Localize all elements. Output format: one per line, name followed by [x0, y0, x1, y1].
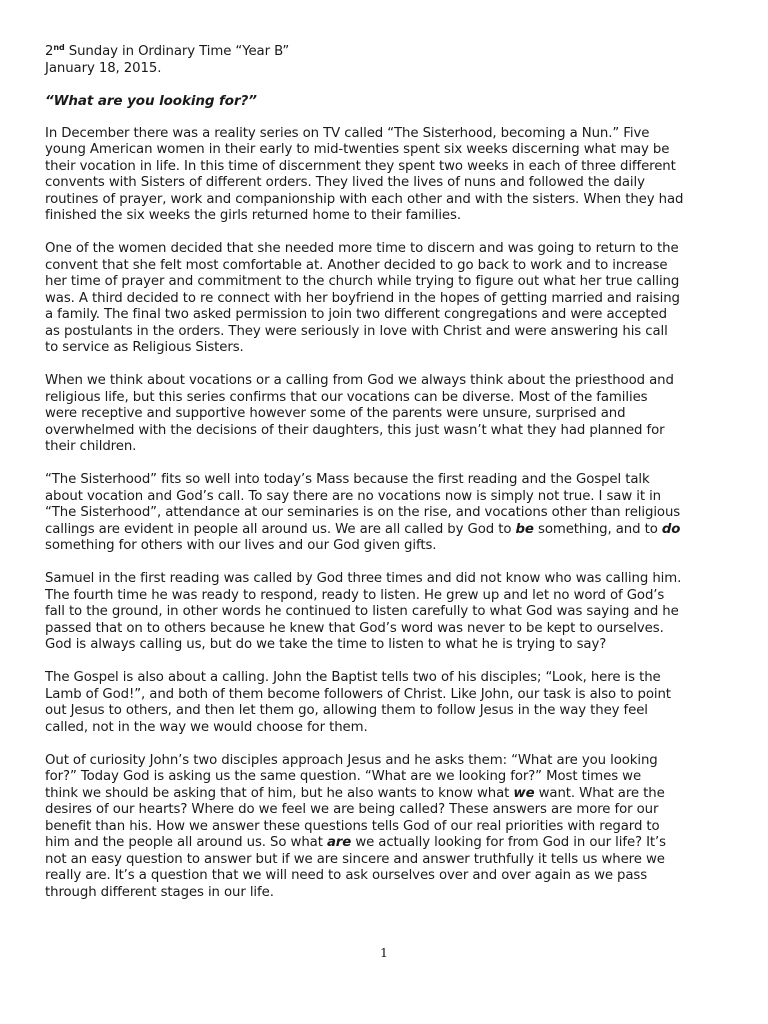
- homily-heading: [45, 44, 733, 77]
- emphasis-are: are: [326, 835, 352, 850]
- paragraph-6: The Gospel is also about a calling. John the Baptist tells two of his disciples; “Look, here is the Lamb of God!”, and both of them become followers of Christ. Like John, our task is also to point out Jesus to others, and then let them go, allowing them to follow Jesus in the way they feel called, not in the way we would choose for them.: [45, 670, 671, 735]
- paragraph-1: In December there was a reality series on TV called “The Sisterhood, becoming a Nun.” Five young American women in their early to mid-twenties spent six weeks discerning what may be their vocation in life. In this time of discernment they spent two weeks in each of three different convents with Sisters of different orders. They lived the lives of nuns and followed the daily routines of prayer, work and companionship with each other and with the sisters. When they had finished the six weeks the girls returned home to their families.: [45, 125, 684, 223]
- homily-text: [45, 44, 733, 918]
- emphasis-we: we: [513, 785, 535, 801]
- line-be-do: callings are evident in people all around us. We are all called by God to be something, and to do: [45, 521, 681, 537]
- paragraph-5: Samuel in the first reading was called by God three times and did not know who was calling him. The fourth time he was ready to respond, ready to listen. He grew up and let no word of God’s fall to the ground, in other words he continued to listen carefully to what God was saying and he passed that on to others because he knew that God’s word was never to be kept to ourselves. God is always calling us, but do we take the time to listen to what he is trying to say?: [45, 571, 682, 652]
- emphasis-do: do: [661, 521, 681, 537]
- liturgical-occasion: 2nd Sunday in Ordinary Time “Year B”: [45, 43, 290, 59]
- paragraph-2: One of the women decided that she needed more time to discern and was going to return to the convent that she felt most comfortable at. Another decided to go back to work and to increase her time of prayer and commitment to the church while trying to figure out what her true calling was. A third decided to re connect with her boyfriend in the hopes of getting married and raising a family. The final two asked permission to join two different congregations and were accepted as postulants in the orders. They were seriously in love with Christ and were answering his call to service as Religious Sisters.: [45, 241, 680, 355]
- homily-title: “What are you looking for?”: [45, 93, 257, 109]
- emphasis-be: be: [515, 521, 534, 537]
- line-we: think we should be asking that of him, but he also wants to know what we want. What are the: [45, 785, 665, 801]
- homily-date: January 18, 2015.: [45, 60, 162, 76]
- line-are: him and the people all around us. So what are we actually looking for from God in our life? It’s: [45, 835, 666, 850]
- page-number: 1: [380, 945, 388, 960]
- paragraph-4: “The Sisterhood” fits so well into today’s Mass because the first reading and the Gospel talk about vocation and God’s call. To say there are no vocations now is simply not true. I saw it in “The Sisterhood”, attendance at our seminaries is on the rise, and vocations other than religious callings are evident in people all around us. We are all called by God to be something, and to do something for others with our lives and our God given gifts.: [45, 472, 733, 555]
- paragraph-7: Out of curiosity John’s two disciples approach Jesus and he asks them: “What are you looking for?” Today God is asking us the same question. “What are we looking for?” Most times we think we should be asking that of him, but he also wants to know what we want. What are the desires of our hearts? Where do we feel we are being called? These answers are more for our benefit than his. How we answer these questions tells God of our real priorities with regard to him and the people all around us. So what are we actually looking for from God in our life? It’s not an easy question to answer but if we are sincere and answer truthfully it tells us where we really are. It’s a question that we will need to ask ourselves over and over again as we pass through different stages in our life.: [45, 753, 733, 902]
- paragraph-3: When we think about vocations or a calling from God we always think about the priesthood and religious life, but this series confirms that our vocations can be diverse. Most of the families were receptive and supportive however some of the parents were unsure, surprised and overwhelmed with the decisions of their daughters, this just wasn’t what they had planned for their children.: [45, 373, 674, 454]
